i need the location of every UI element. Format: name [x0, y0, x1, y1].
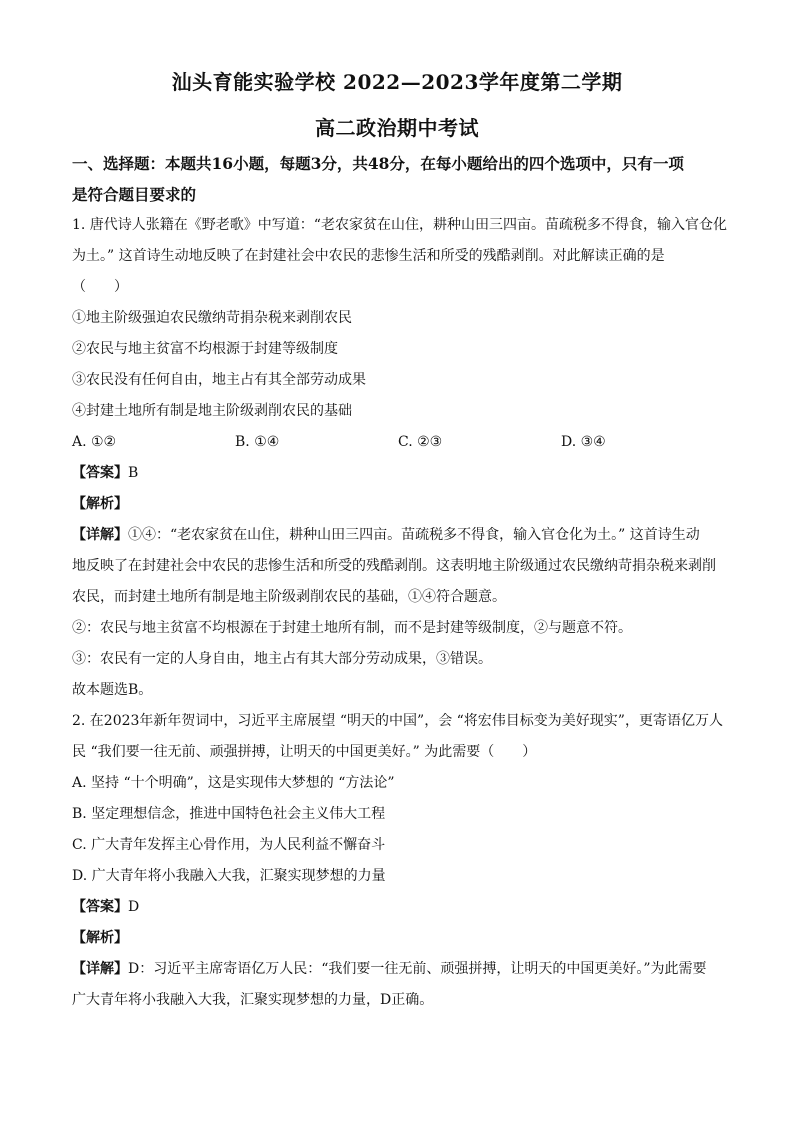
answer-tag: 【答案】 [72, 899, 128, 915]
question-2 [72, 706, 732, 1016]
analysis-line [72, 489, 732, 520]
answer-line [72, 892, 732, 923]
option-c: C. 广大青年发挥主心骨作用，为人民利益不懈奋斗 [72, 837, 386, 853]
detail-tag: 【详解】 [72, 527, 128, 543]
question-stem-line: 1. 唐代诗人张籍在《野老歌》中写道：“老农家贫在山住，耕种山田三四亩。苗疏税多不得食，输入官仓化 [72, 217, 727, 233]
answer-line [72, 458, 732, 489]
question-stem-line: 为土。” 这首诗生动地反映了在封建社会中农民的悲惨生活和所受的残酷剥削。对此解读正确的是 [72, 248, 665, 264]
detail-tag: 【详解】 [72, 961, 128, 977]
detail-line: 农民，而封建土地所有制是地主阶级剥削农民的基础，①④符合题意。 [72, 589, 506, 605]
detail-line: 地反映了在封建社会中农民的悲惨生活和所受的残酷剥削。这表明地主阶级通过农民缴纳苛捐杂税来剥削 [72, 558, 716, 574]
answer-tag: 【答案】 [72, 465, 128, 481]
option-row [72, 427, 732, 458]
answer-value: B [128, 465, 139, 481]
analysis-tag: 【解析】 [72, 930, 128, 946]
option-d: D. 广大青年将小我融入大我，汇聚实现梦想的力量 [72, 868, 386, 884]
exam-title-school: 汕头育能实验学校 2022—2023学年度第二学期 [171, 70, 623, 94]
question-stem-line: 2. 在2023年新年贺词中，习近平主席展望 “明天的中国”，会 “将宏伟目标变为美好现实”，更寄语亿万人 [72, 713, 723, 729]
option-c: C. ②③ [398, 434, 443, 450]
question-stem-line: （ ） [72, 279, 128, 295]
detail-line [72, 954, 732, 985]
questions [72, 210, 732, 1016]
section-line: 是符合题目要求的 [72, 185, 197, 204]
option-d: D. ③④ [561, 434, 606, 450]
question-1 [72, 210, 732, 706]
section-instructions [72, 148, 732, 210]
option-a: A. 坚持 “十个明确”，这是实现伟大梦想的 “方法论” [72, 775, 395, 791]
detail-line: ②：农民与地主贫富不均根源在于封建土地所有制，而不是封建等级制度，②与题意不符。 [72, 620, 632, 636]
option-b: B. ①④ [235, 434, 280, 450]
detail-line: 广大青年将小我融入大我，汇聚实现梦想的力量，D正确。 [72, 992, 434, 1008]
detail-line [72, 520, 732, 551]
statement-item: ③农民没有任何自由，地主占有其全部劳动成果 [72, 372, 366, 388]
answer-value: D [128, 899, 140, 915]
option-a: A. ①② [72, 434, 117, 450]
analysis-line [72, 923, 732, 954]
detail-line: ③：农民有一定的人身自由，地主占有其大部分劳动成果，③错误。 [72, 651, 492, 667]
exam-title-subject: 高二政治期中考试 [315, 116, 479, 140]
statement-item: ④封建土地所有制是地主阶级剥削农民的基础 [72, 403, 352, 419]
detail-text: ①④：“老农家贫在山住，耕种山田三四亩。苗疏税多不得食，输入官仓化为土。” 这首诗生动 [128, 527, 700, 543]
section-line: 一、选择题：本题共16小题，每题3分，共48分，在每小题给出的四个选项中，只有一项 [72, 154, 684, 173]
statement-item: ①地主阶级强迫农民缴纳苛捐杂税来剥削农民 [72, 310, 352, 326]
option-b: B. 坚定理想信念，推进中国特色社会主义伟大工程 [72, 806, 386, 822]
question-stem-line: 民 “我们要一往无前、顽强拼搏，让明天的中国更美好。” 为此需要（ ） [72, 744, 537, 760]
analysis-tag: 【解析】 [72, 496, 128, 512]
detail-text: D：习近平主席寄语亿万人民：“我们要一往无前、顽强拼搏，让明天的中国更美好。”为此需要 [128, 961, 707, 977]
statement-item: ②农民与地主贫富不均根源于封建等级制度 [72, 341, 338, 357]
detail-line: 故本题选B。 [72, 682, 153, 698]
